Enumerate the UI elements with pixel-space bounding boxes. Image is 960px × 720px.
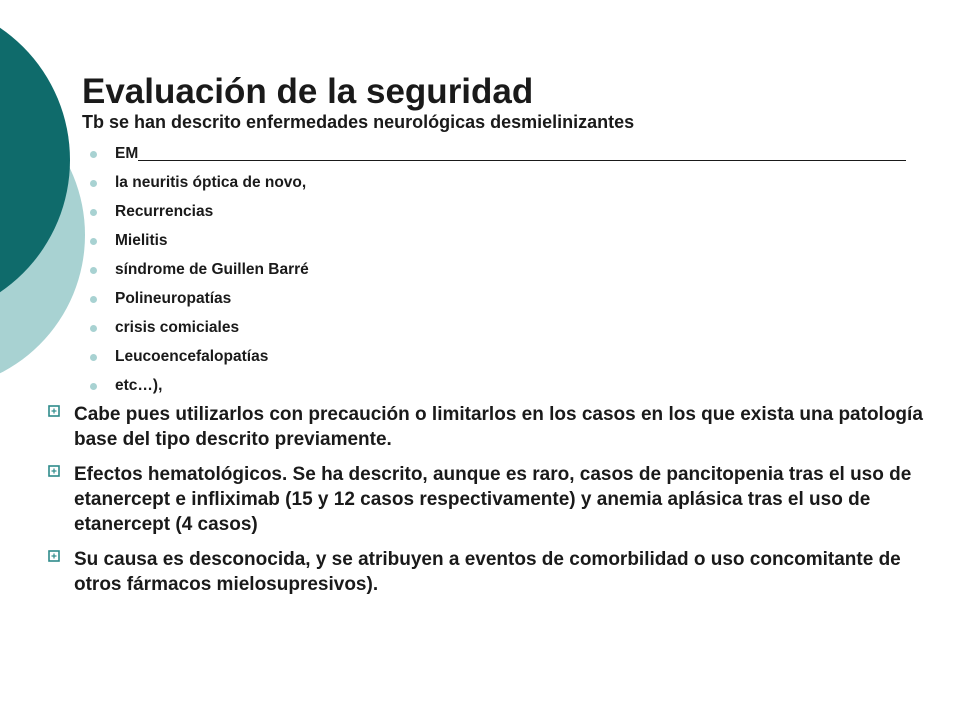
list-item-label: crisis comiciales (115, 319, 240, 336)
hollow-square-bullet-icon (48, 465, 60, 477)
list-item (90, 347, 906, 376)
dot-bullet-icon (90, 383, 97, 390)
sub-bullet-list (90, 144, 906, 405)
list-item-label: Leucoencefalopatías (115, 348, 269, 365)
paragraph-text: Su causa es desconocida, y se atribuyen a eventos de comorbilidad o uso concomitante de otros fármacos mielosupresivos). (74, 549, 901, 595)
dot-bullet-icon (90, 354, 97, 361)
paragraph-text: Efectos hematológicos. Se ha descrito, aunque es raro, casos de pancitopenia tras el uso de etanercept e infliximab (15 y 12 casos respectivamente) y anemia aplásica tras el uso de etanercept (4 casos) (74, 464, 912, 535)
slide-title: Evaluación de la seguridad (82, 72, 534, 111)
list-item-label: Mielitis (115, 232, 168, 249)
dot-bullet-icon (90, 296, 97, 303)
list-item-label: Recurrencias (115, 203, 214, 220)
dot-bullet-icon (90, 151, 97, 158)
list-item-label: Polineuropatías (115, 290, 232, 307)
hollow-square-bullet-icon (48, 405, 60, 417)
list-item (90, 202, 906, 231)
intro-text: Tb se han descrito enfermedades neurológicas desmielinizantes (82, 112, 635, 132)
dot-bullet-icon (90, 238, 97, 245)
dot-bullet-icon (90, 325, 97, 332)
list-item (90, 260, 906, 289)
list-item (90, 376, 906, 405)
list-item (90, 318, 906, 347)
list-item-label: etc…), (115, 377, 163, 394)
main-bullet-list (48, 402, 928, 607)
dot-bullet-icon (90, 209, 97, 216)
blank-underline (138, 144, 906, 161)
hollow-square-bullet-icon (48, 550, 60, 562)
list-item-label: la neuritis óptica de novo, (115, 174, 307, 191)
dot-bullet-icon (90, 180, 97, 187)
list-item-label: síndrome de Guillen Barré (115, 261, 309, 278)
dot-bullet-icon (90, 267, 97, 274)
list-item (48, 547, 928, 597)
list-item (90, 231, 906, 260)
list-item (48, 402, 928, 452)
list-item (90, 144, 906, 173)
list-item (90, 289, 906, 318)
list-item-label: EM (115, 145, 139, 162)
list-item (48, 462, 928, 537)
paragraph-text: Cabe pues utilizarlos con precaución o limitarlos en los casos en los que exista una patología base del tipo descrito previamente. (74, 404, 923, 450)
list-item (90, 173, 906, 202)
